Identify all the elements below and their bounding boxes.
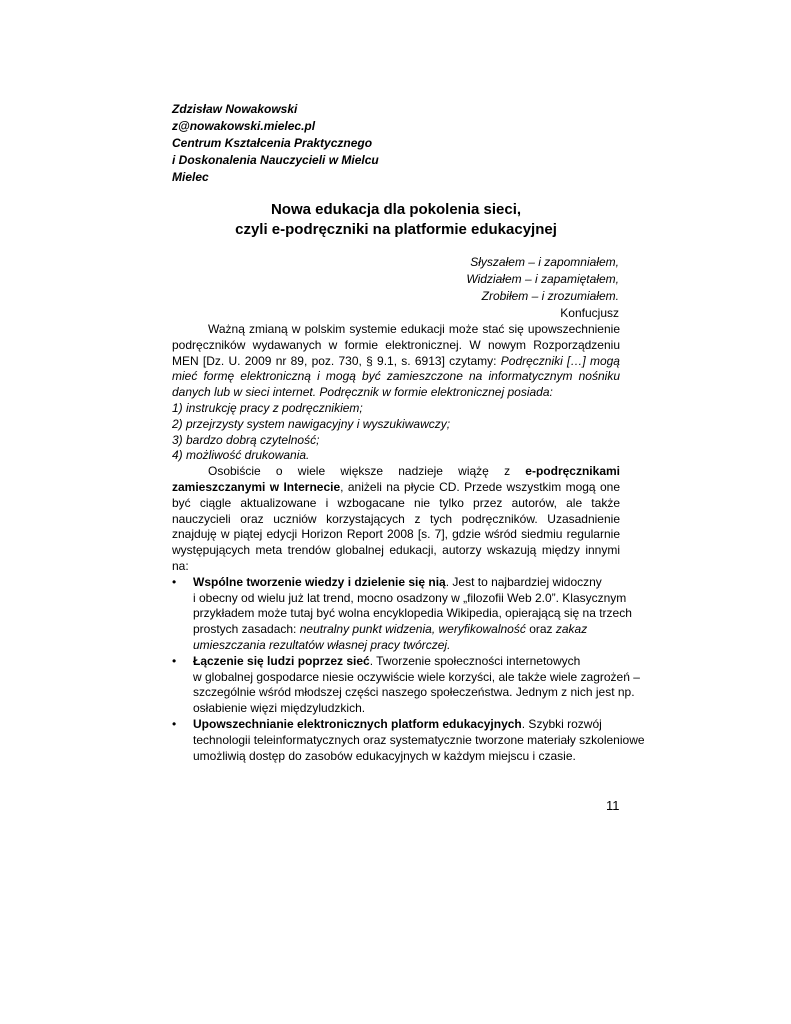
author-affiliation-2: i Doskonalenia Nauczycieli w Mielcu [172,153,379,167]
paragraph-1 [172,322,620,401]
title-line-2: czyli e-podręczniki na platformie edukacyjnej [235,221,557,238]
author-name: Zdzisław Nowakowski [172,102,298,116]
feature-item-4: 4) możliwość drukowania. [172,448,310,463]
trend-3-line-1: . Szybki rozwój [521,716,602,731]
paragraph-2-text-b: , aniżeli na płycie CD. Przede wszystkim mogą one być ciągle aktualizowane i wzbogacane nie tylko przez autorów, ale także nauczycieli oraz uczniów korzystających z tych podręczników. Uzasadnienie znajduję w piątej edycji Horizon Report 2008 [s. 7], gdzie wśród siedmiu regularnie występujących meta trendów globalnej edukacji, autorzy wskazują między innymi na: [172,479,620,573]
feature-item-3: 3) bardzo dobrą czytelność; [172,432,320,447]
motto-line-1: Słyszałem – i zapomniałem, [470,255,619,269]
trend-1-line-4b: oraz [525,622,556,637]
trend-3-line-3: umożliwią dostęp do zasobów edukacyjnych w każdym miejscu i czasie. [193,748,576,763]
bullet-icon: • [172,653,177,668]
trend-3-title: Upowszechnianie elektronicznych platform edukacyjnych [193,716,522,731]
author-email: z@nowakowski.mielec.pl [172,119,316,133]
title-line-1: Nowa edukacja dla pokolenia sieci, [270,201,522,218]
feature-item-1: 1) instrukcję pracy z podręcznikiem; [172,400,363,415]
paragraph-2-text-a: Osobiście o wiele większe nadzieje wiążę z [208,464,526,479]
trend-1-line-2: i obecny od wielu już lat trend, mocno osadzony w „filozofii Web 2.0”. Klasycznym [193,590,627,605]
motto-line-2: Widziałem – i zapamiętałem, [466,272,619,286]
author-city: Mielec [172,170,209,184]
motto-line-3: Zrobiłem – i zrozumiałem. [481,289,619,303]
paragraph-2 [172,464,620,575]
regulation-quote: Podręczniki […] mogą mieć formę elektroniczną i mogą być zamieszczone na informatycznym nośniku danych lub w sieci internet. Podręcznik w formie elektronicznej posiada: [172,353,620,400]
trend-2-line-4: osłabienie więzi międzyludzkich. [193,701,366,716]
trend-1-italic-1: neutralny punkt widzenia, weryfikowalność [299,622,526,637]
feature-item-2: 2) przejrzysty system nawigacyjny i wyszukiwawczy; [172,416,451,431]
motto [466,254,619,322]
trend-1-line-1: . Jest to najbardziej widoczny [445,574,602,589]
bullet-icon: • [172,574,177,589]
trend-1-italic-2: zakaz [555,622,588,637]
trend-2-title: Łączenie się ludzi poprzez sieć [193,653,370,668]
bullet-icon: • [172,716,177,731]
trend-2-line-2: w globalnej gospodarce niesie oczywiście wiele korzyści, ale także wiele zagrożeń – [193,669,640,684]
trend-item-2 [172,653,640,717]
trend-1-line-5: umieszczania rezultatów własnej pracy twórczej. [193,637,451,652]
trend-item-3 [172,716,645,764]
author-affiliation-1: Centrum Kształcenia Praktycznego [172,136,373,150]
trend-2-line-1: . Tworzenie społeczności internetowych [369,653,581,668]
article-body [172,322,645,764]
trend-item-1 [172,574,632,654]
trend-2-line-3: szczególnie wśród młodszej części naszego społeczeństwa. Jednym z nich jest np. [193,685,635,700]
trends-list [172,574,645,765]
trend-1-line-4a: prostych zasadach: [193,622,300,637]
paragraph-2-bold: e-podręcznikami zamieszczanymi w Internecie [172,464,620,494]
paragraph-1-text: Ważną zmianą w polskim systemie edukacji może stać się upowszechnienie podręczników wydawanych w formie elektronicznej. W nowym Rozporządzeniu MEN [Dz. U. 2009 nr 89, poz. 730, § 9.1, s. 6913] czytamy: [172,322,620,368]
page-number: 11 [606,798,620,813]
trend-3-line-2: technologii teleinformatycznych oraz systematycznie tworzone materiały szkoleniowe [193,732,645,747]
trend-1-line-3: przykładem może tutaj być wolna encyklopedia Wikipedia, opierającą się na trzech [193,606,632,621]
author-block [172,101,379,186]
article-title [172,200,620,240]
trend-1-title: Wspólne tworzenie wiedzy i dzielenie się nią [193,574,446,589]
motto-attribution: Konfucjusz [560,306,619,320]
